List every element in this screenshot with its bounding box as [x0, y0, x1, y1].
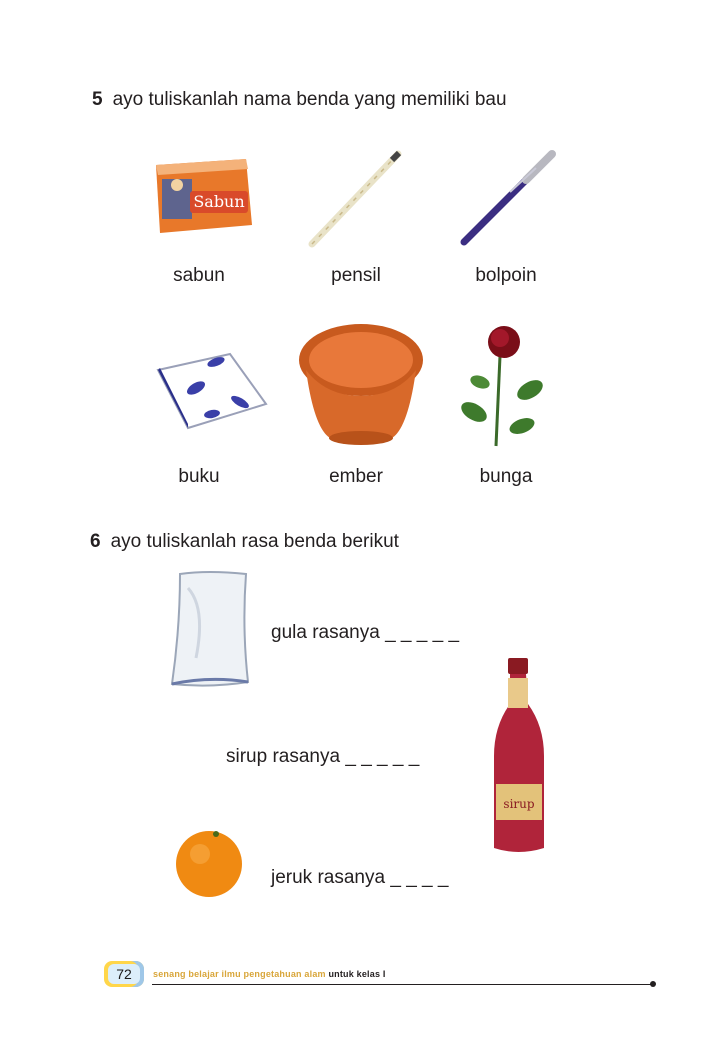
soap-pack-text: Sabun: [193, 192, 245, 211]
page-number: 72: [108, 964, 140, 984]
gula-line: [271, 622, 459, 644]
footer-rule: [152, 984, 652, 985]
label-pensil: pensil: [331, 265, 381, 286]
sirup-line: [226, 746, 419, 768]
sirup-blank: _ _ _ _ _: [345, 746, 420, 767]
orange-image: [172, 826, 246, 898]
label-ember: ember: [329, 466, 383, 487]
soap-image: [152, 155, 258, 235]
label-bolpoin: bolpoin: [475, 265, 537, 286]
syrup-label-text: sirup: [503, 797, 535, 811]
label-bunga: bunga: [479, 466, 533, 487]
question-number: 5: [92, 89, 103, 110]
jeruk-line: [271, 867, 448, 889]
syrup-bottle-image: [490, 656, 548, 856]
question-number: 6: [90, 531, 101, 552]
bucket-image: [296, 318, 426, 446]
label-sabun: sabun: [173, 265, 225, 286]
footer-rule-dot: [650, 981, 656, 987]
footer-title: [153, 969, 386, 979]
gula-text: gula rasanya: [271, 622, 380, 643]
label-buku: buku: [178, 466, 220, 487]
book-image: [154, 352, 270, 430]
footer-title-plain: untuk kelas I: [328, 969, 386, 979]
ballpoint-pen-image: [456, 150, 558, 248]
sugar-bag-image: [166, 568, 252, 688]
jeruk-blank: _ _ _ _: [390, 867, 449, 888]
gula-blank: _ _ _ _ _: [385, 622, 460, 643]
rose-image: [452, 322, 560, 448]
question-text: ayo tuliskanlah nama benda yang memiliki bau: [112, 89, 507, 110]
question-6: [90, 531, 399, 553]
question-5: [92, 89, 507, 111]
pencil-image: [304, 148, 404, 250]
jeruk-text: jeruk rasanya: [271, 867, 386, 888]
footer-title-colored: senang belajar ilmu pengetahuan alam: [153, 969, 326, 979]
sirup-text: sirup rasanya: [226, 746, 341, 767]
question-text: ayo tuliskanlah rasa benda berikut: [110, 531, 399, 552]
